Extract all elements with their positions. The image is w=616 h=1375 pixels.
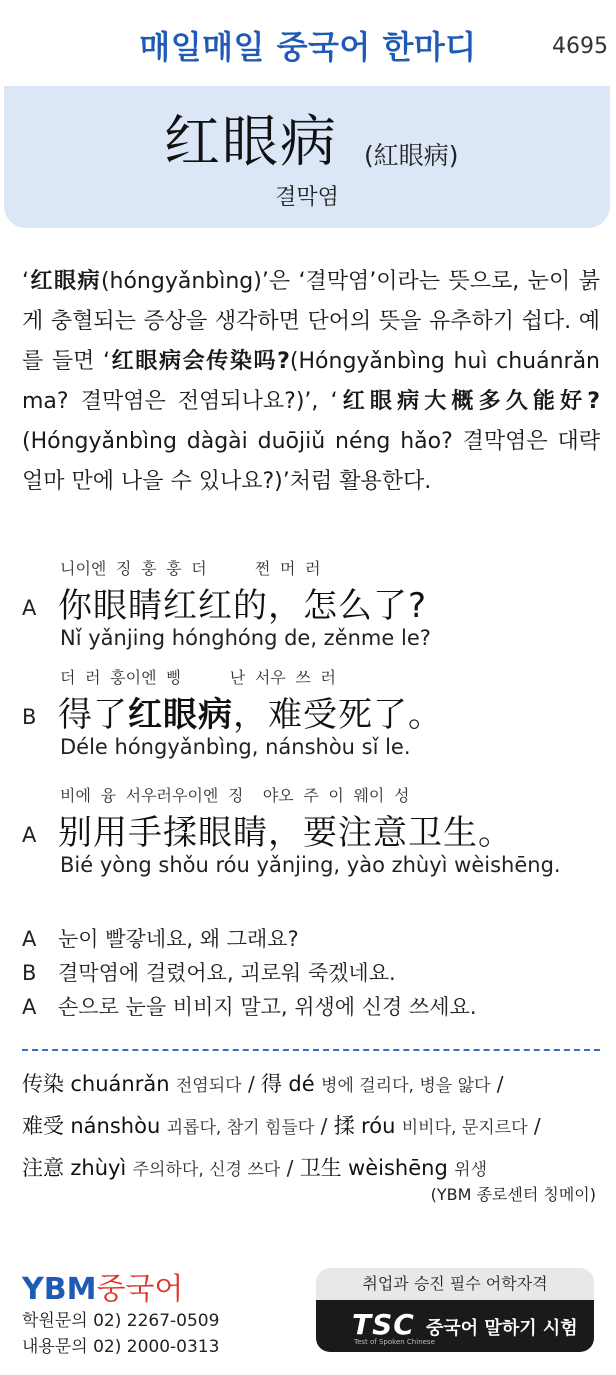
explain-example-1: 红眼病会传染吗?	[110, 349, 290, 374]
speaker-label: A	[22, 596, 37, 620]
speaker-label: A	[22, 927, 37, 951]
vocab-separator: /	[533, 1114, 541, 1138]
vocab-word: 传染	[22, 1072, 64, 1096]
pinyin: Déle hóngyǎnbìng, nánshòu sǐ le.	[60, 735, 411, 759]
translation-text: 결막염에 걸렸어요, 괴로워 죽겠네요.	[58, 961, 396, 985]
vocab-pinyin: nánshòu	[70, 1114, 161, 1138]
logo-chinese: 중국어	[96, 1272, 184, 1307]
translation-text: 눈이 빨갛네요, 왜 그래요?	[58, 927, 299, 951]
author-credit: (YBM 종로센터 칭메이)	[430, 1185, 596, 1204]
vocab-word: 得	[261, 1072, 283, 1096]
vocab-word: 注意	[22, 1156, 64, 1180]
translation-block	[22, 922, 602, 1024]
chinese-sentence	[58, 578, 427, 627]
vocab-pinyin: wèishēng	[348, 1156, 448, 1180]
issue-number: 4695	[552, 34, 608, 59]
tsc-badge	[316, 1268, 594, 1352]
vocab-meaning: 전염되다	[175, 1076, 242, 1096]
series-title: 매일매일 중국어 한마디	[139, 28, 477, 66]
vocab-separator: /	[496, 1072, 504, 1096]
translation-line	[22, 956, 602, 990]
chinese-sentence	[58, 805, 513, 854]
sentence-part: 你眼睛红红的，怎么了?	[58, 586, 428, 626]
header	[0, 0, 616, 86]
dashed-divider	[22, 1049, 600, 1051]
contact-academy: 학원문의 02) 2267-0509	[22, 1311, 220, 1331]
vocab-meaning: 주의하다, 신경 쓰다	[132, 1160, 281, 1180]
vocab-pinyin: dé	[288, 1072, 315, 1096]
tsc-logo: TSC	[352, 1308, 415, 1341]
pinyin: Nǐ yǎnjing hónghóng de, zěnme le?	[60, 626, 431, 650]
title-korean: 결막염	[275, 185, 339, 210]
vocab-meaning: 괴롭다, 참기 힘들다	[166, 1118, 315, 1138]
pronunciation-guide: 비에 융 서우러우이엔 징 야오 주 이 웨이 성	[60, 786, 410, 805]
vocabulary-list	[22, 1064, 612, 1190]
translation-text: 손으로 눈을 비비지 말고, 위생에 신경 쓰세요.	[58, 995, 477, 1019]
explain-text-2: (hóngyǎnbìng)’은 ‘결막염’이라는 뜻으로, 눈이 붉게 충혈되는 증상을 생각하면 단어의 뜻을 유추하기 쉽다. 예를 들면 ‘	[22, 269, 600, 374]
vocab-word: 难受	[22, 1114, 64, 1138]
tsc-logo-subtitle: Test of Spoken Chinese	[354, 1338, 435, 1346]
vocab-pinyin: róu	[361, 1114, 396, 1138]
explain-example-2: 红眼病大概多久能好?	[337, 389, 600, 414]
translation-line	[22, 922, 602, 956]
speaker-label: A	[22, 823, 37, 847]
vocab-word: 揉	[333, 1114, 355, 1138]
vocab-meaning: 위생	[454, 1160, 488, 1180]
pronunciation-guide: 니이엔 징 훙 훙 더 쩐 머 러	[60, 559, 321, 578]
sentence-part: 别用手揉眼睛，要注意卫生。	[58, 813, 513, 853]
speaker-label: A	[22, 995, 37, 1019]
speaker-label: B	[22, 961, 37, 985]
chinese-sentence	[58, 687, 443, 736]
sentence-part: 得了	[58, 695, 128, 735]
ybm-logo	[22, 1264, 183, 1308]
speaker-label: B	[22, 705, 37, 729]
explain-text-3: (Hóngyǎnbìng huì chuánrǎn ma? 결막염은 전염되나요?)’, ‘	[22, 349, 600, 414]
pinyin: Bié yòng shǒu róu yǎnjing, yào zhùyì wèishēng.	[60, 853, 561, 877]
pronunciation-guide: 더 러 훙이엔 삥 난 서우 쓰 러	[60, 668, 336, 687]
tsc-name: 중국어 말하기 시험	[426, 1318, 578, 1339]
title-traditional: (紅眼病)	[364, 141, 459, 170]
vocab-separator: /	[320, 1114, 328, 1138]
vocab-word: 卫生	[299, 1156, 342, 1180]
contact-content: 내용문의 02) 2000-0313	[22, 1337, 220, 1357]
sentence-keyword: 红眼病	[128, 695, 233, 735]
vocab-meaning: 비비다, 문지르다	[401, 1118, 528, 1138]
translation-line	[22, 990, 602, 1024]
explanation-paragraph	[22, 262, 600, 502]
title-chinese: 红眼病	[164, 110, 338, 175]
vocab-pinyin: zhùyì	[70, 1156, 127, 1180]
vocab-meaning: 병에 걸리다, 병을 앓다	[321, 1076, 491, 1096]
tsc-tagline: 취업과 승진 필수 어학자격	[362, 1274, 548, 1293]
vocab-separator: /	[286, 1156, 294, 1180]
title-box	[4, 86, 610, 228]
vocab-pinyin: chuánrǎn	[70, 1072, 170, 1096]
logo-ybm: YBM	[22, 1272, 97, 1307]
explain-text-1: ‘	[22, 269, 29, 294]
sentence-part: ，难受死了。	[233, 695, 443, 735]
vocab-separator: /	[247, 1072, 255, 1096]
explain-word: 红眼病	[29, 269, 101, 294]
explain-text-4: (Hóngyǎnbìng dàgài duōjiǔ néng hǎo? 결막염은 대략 얼마 만에 나을 수 있나요?)’처럼 활용한다.	[22, 429, 600, 494]
tsc-banner	[316, 1300, 594, 1352]
